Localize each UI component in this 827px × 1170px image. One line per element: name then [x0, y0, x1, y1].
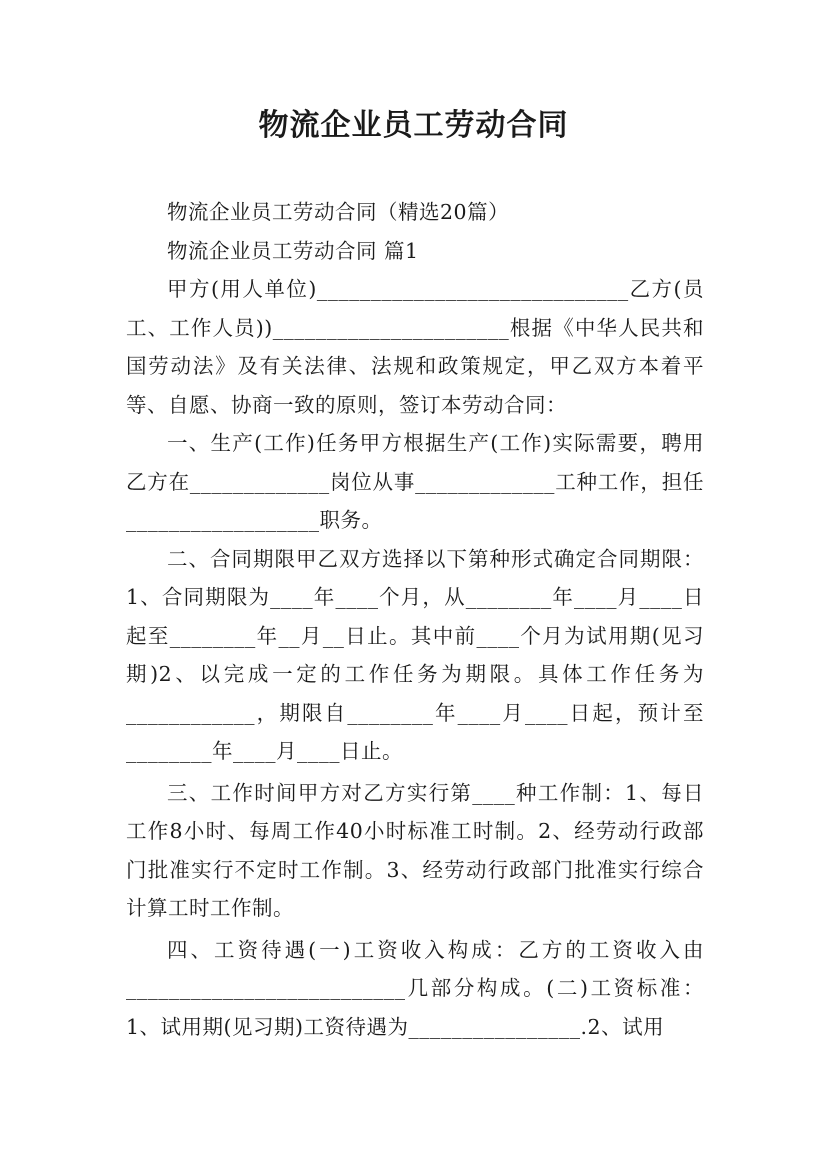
- parties-paragraph: 甲方(用人单位)_____________________________乙方(员工、工作人员))______________________根据《中华人民共和国劳动法》及有关法律、法规和政策规定，甲乙双方本着平等、自愿、协商一致的原则，签订本劳动合同：: [126, 277, 704, 417]
- section-heading-paragraph: 物流企业员工劳动合同 篇1: [167, 238, 419, 263]
- subtitle-paragraph: 物流企业员工劳动合同（精选20篇）: [167, 200, 510, 224]
- clause-3-paragraph: 三、工作时间甲方对乙方实行第____种工作制：1、每日工作8小时、每周工作40小时标准工时制。2、经劳动行政部门批准实行不定时工作制。3、经劳动行政部门批准实行综合计算工时工作制。: [126, 780, 704, 920]
- clause-2-paragraph: 二、合同期限甲乙双方选择以下第种形式确定合同期限：1、合同期限为____年____个月，从________年____月____日起至________年__月__日止。其中前____个月为试用期(见习期)2、以完成一定的工作任务为期限。具体工作任务为____________，期限自________年____月____日起，预计至________年____月____日止。: [126, 546, 704, 763]
- document-body: [126, 193, 704, 1046]
- document-title: 物流企业员工劳动合同: [258, 108, 569, 143]
- clause-1-paragraph: 一、生产(工作)任务甲方根据生产(工作)实际需要，聘用乙方在_____________岗位从事_____________工种工作，担任__________________职务。: [126, 431, 704, 532]
- clause-4-paragraph: 四、工资待遇(一)工资收入构成：乙方的工资收入由__________________________几部分构成。(二)工资标准：1、试用期(见习期)工资待遇为________________.2、试用: [126, 937, 704, 1039]
